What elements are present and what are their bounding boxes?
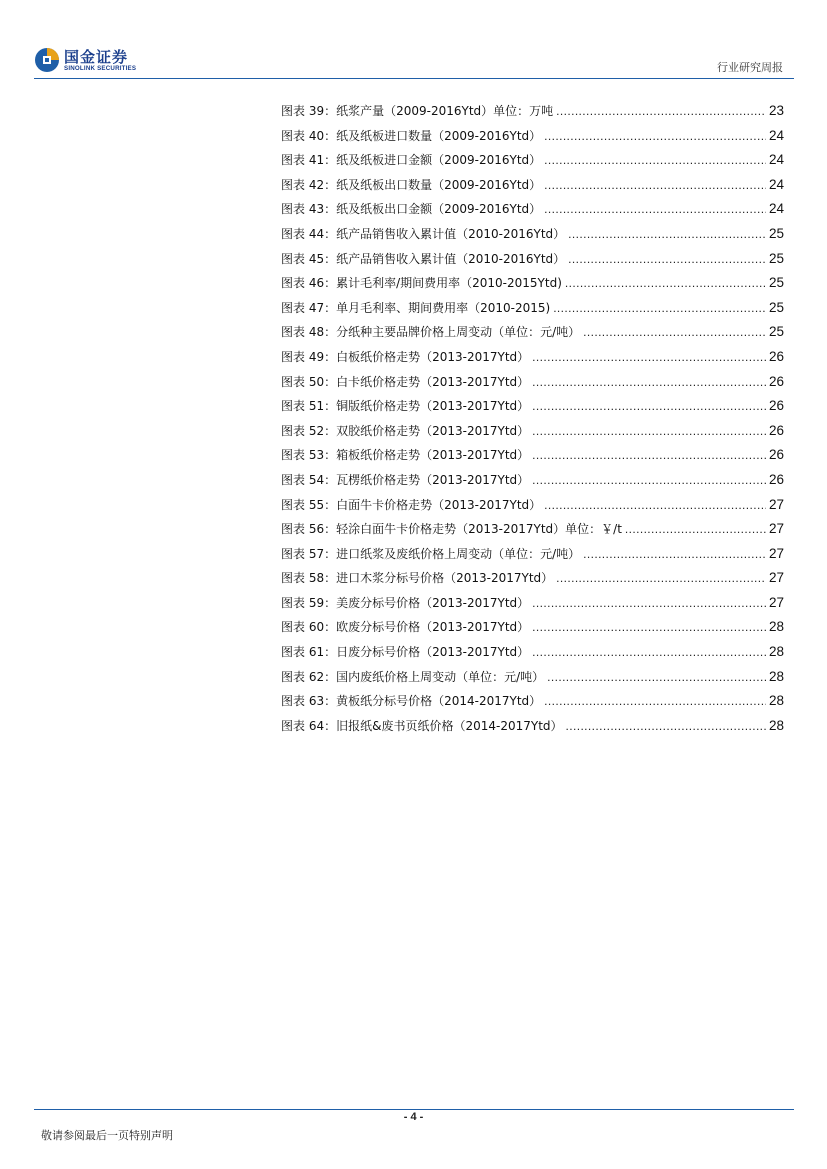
toc-entry[interactable] <box>281 419 784 444</box>
toc-entry-title: 箱板纸价格走势（2013-2017Ytd） <box>336 448 530 463</box>
header-divider <box>34 78 794 79</box>
toc-entry-page: 25 <box>768 275 784 291</box>
toc-entry-page: 24 <box>768 176 784 192</box>
toc-entry[interactable] <box>281 296 784 321</box>
toc-dot-leader <box>568 222 766 247</box>
toc-entry-title: 纸浆产量（2009-2016Ytd）单位：万吨 <box>336 104 554 118</box>
toc-entry-label: 图表 39： <box>281 104 337 118</box>
toc-dot-leader <box>544 493 766 518</box>
toc-entry-label: 图表 51： <box>281 399 337 414</box>
toc-entry-title: 铜版纸价格走势（2013-2017Ytd） <box>336 399 530 414</box>
toc-entry-title: 纸及纸板进口数量（2009-2016Ytd） <box>336 128 542 143</box>
toc-entry-label: 图表 56： <box>281 522 337 537</box>
disclaimer: 敬请参阅最后一页特别声明 <box>41 1129 173 1142</box>
toc-entry-label: 图表 49： <box>281 349 337 364</box>
toc-entry-label: 图表 42： <box>281 177 337 192</box>
toc-entry[interactable] <box>281 517 784 542</box>
toc-entry-title: 单月毛利率、期间费用率（2010-2015) <box>336 300 551 315</box>
toc-entry[interactable] <box>281 665 784 690</box>
toc-entry-page: 26 <box>768 422 784 438</box>
toc-entry-page: 24 <box>768 201 784 217</box>
toc-entry-title: 分纸种主要品牌价格上周变动（单位：元/吨） <box>336 325 581 340</box>
toc-entry-label: 图表 46： <box>281 276 337 291</box>
toc-entry-title: 白面牛卡价格走势（2013-2017Ytd） <box>336 497 542 512</box>
toc-dot-leader <box>566 714 766 739</box>
toc-entry[interactable] <box>281 615 784 640</box>
toc-entry-title: 日废分标号价格（2013-2017Ytd） <box>336 645 530 660</box>
toc-dot-leader <box>565 271 766 296</box>
toc-entry-page: 24 <box>768 152 784 168</box>
toc-entry-page: 28 <box>768 668 784 684</box>
toc-entry-page: 27 <box>768 521 784 537</box>
toc-dot-leader <box>568 247 766 272</box>
toc-entry[interactable] <box>281 345 784 370</box>
toc-entry-label: 图表 59： <box>281 595 337 610</box>
toc-entry-page: 28 <box>768 619 784 635</box>
footer-divider <box>34 1109 794 1110</box>
toc-entry[interactable] <box>281 394 784 419</box>
toc-dot-leader <box>544 197 766 222</box>
toc-dot-leader <box>547 665 766 690</box>
toc-entry-title: 纸产品销售收入累计值（2010-2016Ytd） <box>336 251 566 266</box>
toc-entry-page: 23 <box>768 103 784 118</box>
toc-entry-page: 27 <box>768 545 784 561</box>
toc-entry[interactable] <box>281 320 784 345</box>
toc-entry-title: 美废分标号价格（2013-2017Ytd） <box>336 595 530 610</box>
toc-entry[interactable] <box>281 148 784 173</box>
toc-dot-leader <box>544 124 766 149</box>
toc-entry-title: 纸及纸板出口数量（2009-2016Ytd） <box>336 177 542 192</box>
toc-entry-page: 27 <box>768 594 784 610</box>
toc-entry-label: 图表 41： <box>281 153 337 168</box>
toc-entry-title: 轻涂白面牛卡价格走势（2013-2017Ytd）单位：￥/t <box>336 522 622 537</box>
toc-entry[interactable] <box>281 591 784 616</box>
toc-dot-leader <box>532 370 766 395</box>
toc-entry-title: 旧报纸&废书页纸价格（2014-2017Ytd） <box>336 718 563 733</box>
toc-entry-title: 黄板纸分标号价格（2014-2017Ytd） <box>336 694 542 709</box>
toc-dot-leader <box>532 394 766 419</box>
report-type: 行业研究周报 <box>717 61 783 74</box>
toc-dot-leader <box>544 689 766 714</box>
toc-entry-page: 26 <box>768 471 784 487</box>
toc-entry-title: 进口木浆分标号价格（2013-2017Ytd） <box>336 571 554 586</box>
toc-entry[interactable] <box>281 370 784 395</box>
toc-entry[interactable] <box>281 493 784 518</box>
toc-entry-page: 25 <box>768 250 784 266</box>
toc-entry-page: 25 <box>768 299 784 315</box>
toc-entry[interactable] <box>281 689 784 714</box>
toc-entry-title: 白板纸价格走势（2013-2017Ytd） <box>336 349 530 364</box>
toc-entry-label: 图表 53： <box>281 448 337 463</box>
toc-dot-leader <box>556 566 766 591</box>
sinolink-logo-icon <box>34 47 60 73</box>
toc-entry[interactable] <box>281 247 784 272</box>
toc-dot-leader <box>544 173 766 198</box>
logo-english-name: SINOLINK SECURITIES <box>64 65 137 72</box>
toc-entry-label: 图表 43： <box>281 202 337 217</box>
toc-dot-leader <box>532 615 766 640</box>
toc-dot-leader <box>532 468 766 493</box>
toc-entry-page: 26 <box>768 447 784 463</box>
toc-entry-page: 27 <box>768 496 784 512</box>
toc-entry-label: 图表 63： <box>281 694 337 709</box>
toc-dot-leader <box>583 542 766 567</box>
toc-entry[interactable] <box>281 468 784 493</box>
toc-dot-leader <box>532 419 766 444</box>
toc-entry[interactable] <box>281 197 784 222</box>
toc-entry[interactable] <box>281 443 784 468</box>
toc-entry-label: 图表 48： <box>281 325 337 340</box>
logo-chinese-name: 国金证券 <box>64 48 129 66</box>
toc-entry-title: 累计毛利率/期间费用率（2010-2015Ytd) <box>336 276 562 291</box>
toc-dot-leader <box>553 296 766 321</box>
toc-entry-label: 图表 61： <box>281 645 337 660</box>
toc-dot-leader <box>556 99 766 124</box>
toc-entry-label: 图表 45： <box>281 251 337 266</box>
toc-entry-label: 图表 40： <box>281 128 337 143</box>
toc-entry-label: 图表 54： <box>281 472 337 487</box>
toc-entry-label: 图表 47： <box>281 300 337 315</box>
toc-dot-leader <box>544 148 766 173</box>
toc-entry-label: 图表 62： <box>281 669 337 684</box>
toc-entry-label: 图表 64： <box>281 718 337 733</box>
toc-entry-page: 27 <box>768 570 784 586</box>
toc-entry-page: 28 <box>768 693 784 709</box>
toc-entry-title: 欧废分标号价格（2013-2017Ytd） <box>336 620 530 635</box>
toc-entry[interactable] <box>281 271 784 296</box>
toc-entry-page: 26 <box>768 398 784 414</box>
toc-dot-leader <box>532 640 766 665</box>
toc-entry-page: 26 <box>768 373 784 389</box>
toc-dot-leader <box>532 591 766 616</box>
toc-entry-label: 图表 60： <box>281 620 337 635</box>
toc-dot-leader <box>532 345 766 370</box>
toc-entry-title: 瓦楞纸价格走势（2013-2017Ytd） <box>336 472 530 487</box>
toc-entry-title: 纸产品销售收入累计值（2010-2016Ytd） <box>336 226 566 241</box>
page-number: - 4 - <box>403 1111 424 1123</box>
toc-entry-label: 图表 55： <box>281 497 337 512</box>
toc-entry-title: 国内废纸价格上周变动（单位：元/吨） <box>336 669 545 684</box>
toc-entry[interactable] <box>281 640 784 665</box>
toc-dot-leader <box>625 517 766 542</box>
toc-dot-leader <box>532 443 766 468</box>
toc-entry-title: 进口纸浆及废纸价格上周变动（单位：元/吨） <box>336 546 581 561</box>
toc-entry-title: 纸及纸板进口金额（2009-2016Ytd） <box>336 153 542 168</box>
toc-entry-page: 25 <box>768 324 784 340</box>
toc-entry-page: 25 <box>768 225 784 241</box>
toc-entry-label: 图表 57： <box>281 546 337 561</box>
toc-entry-page: 24 <box>768 127 784 143</box>
toc-entry-label: 图表 50： <box>281 374 337 389</box>
toc-dot-leader <box>583 320 766 345</box>
toc-entry-title: 双胶纸价格走势（2013-2017Ytd） <box>336 423 530 438</box>
toc-entry[interactable] <box>281 173 784 198</box>
toc-entry[interactable] <box>281 99 784 124</box>
sinolink-logo <box>34 46 174 76</box>
page-header <box>0 0 827 80</box>
table-of-figures <box>281 99 784 738</box>
toc-entry-page: 26 <box>768 348 784 364</box>
toc-entry[interactable] <box>281 566 784 591</box>
toc-entry-label: 图表 52： <box>281 423 337 438</box>
toc-entry-label: 图表 58： <box>281 571 337 586</box>
toc-entry[interactable] <box>281 542 784 567</box>
toc-entry-title: 白卡纸价格走势（2013-2017Ytd） <box>336 374 530 389</box>
toc-entry-label: 图表 44： <box>281 226 337 241</box>
toc-entry-title: 纸及纸板出口金额（2009-2016Ytd） <box>336 202 542 217</box>
toc-entry[interactable] <box>281 714 784 739</box>
toc-entry[interactable] <box>281 222 784 247</box>
toc-entry[interactable] <box>281 124 784 149</box>
toc-entry-page: 28 <box>768 717 784 733</box>
toc-entry-page: 28 <box>768 644 784 660</box>
